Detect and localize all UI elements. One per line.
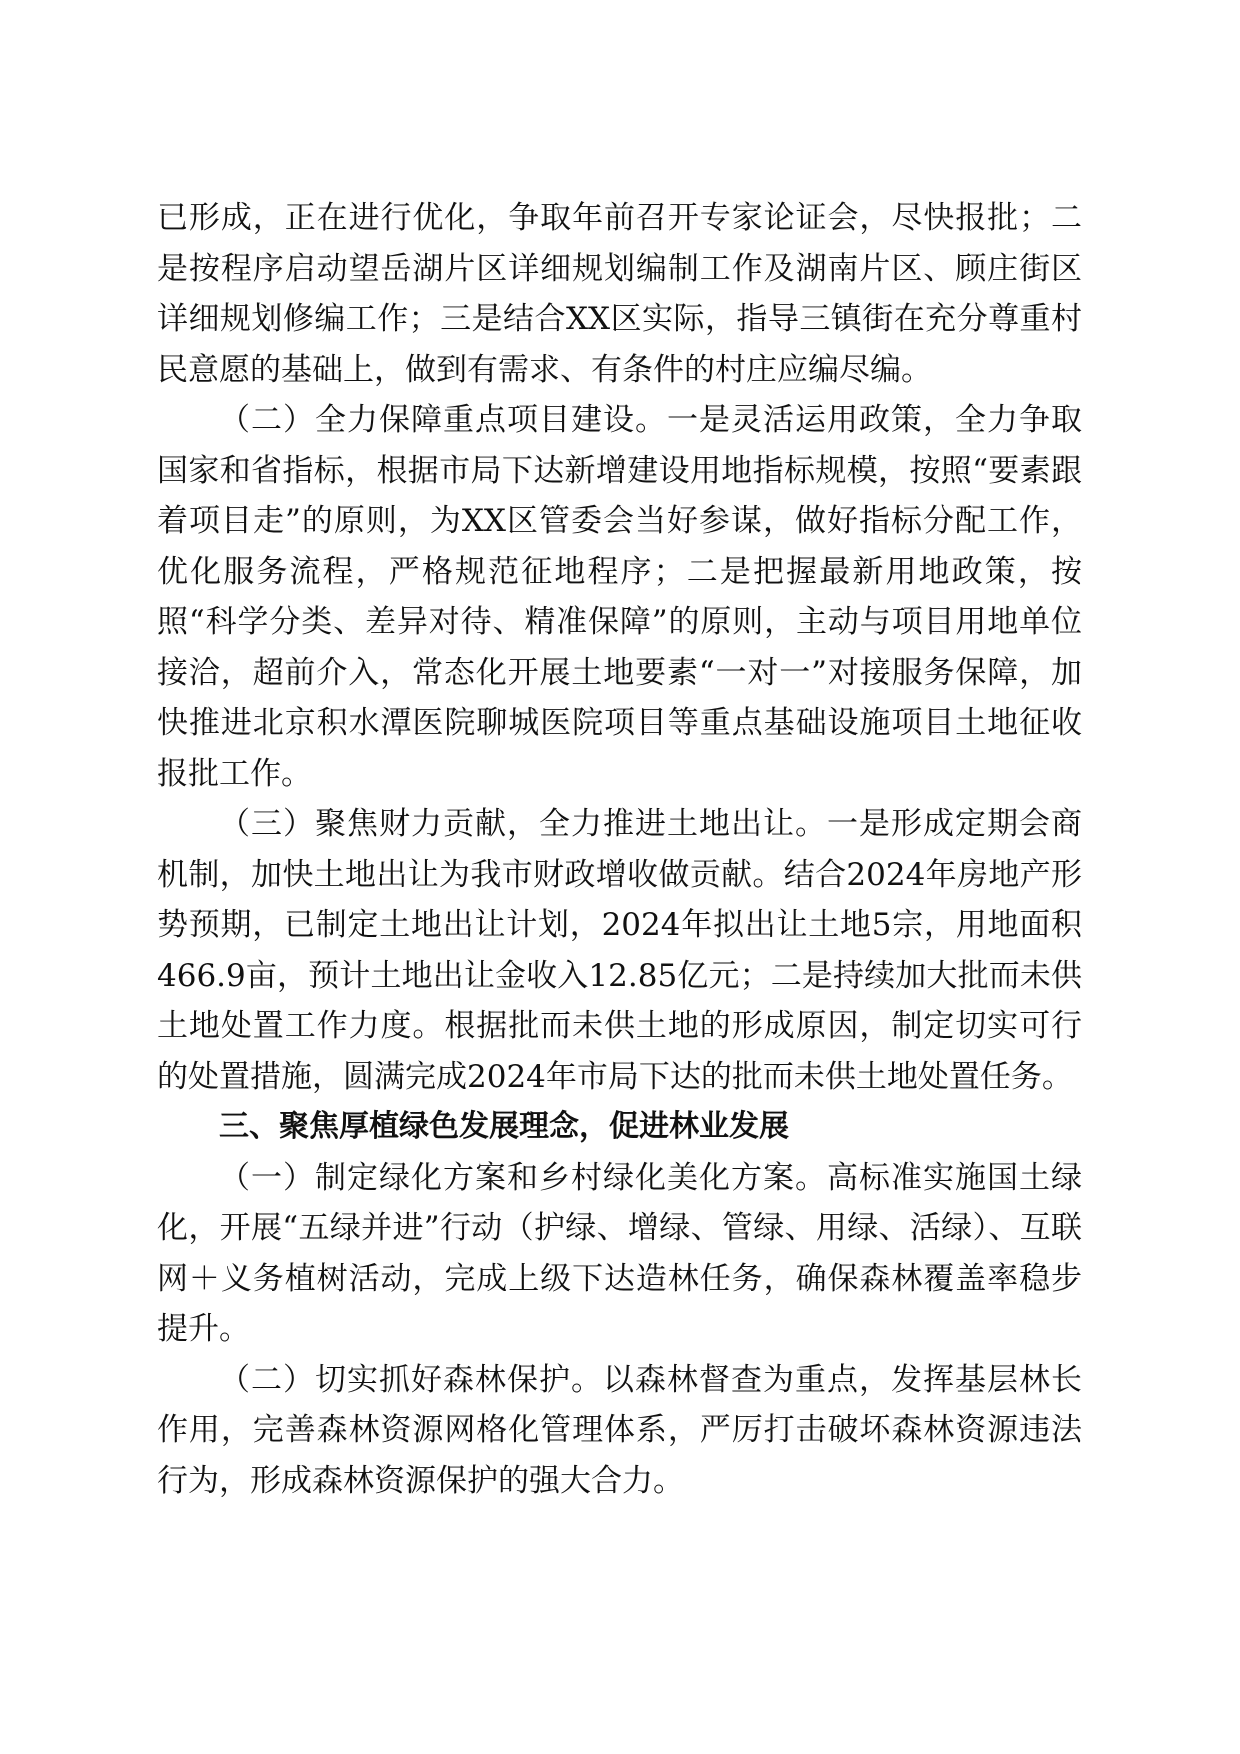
paragraph-lead: （一）制定绿化方案和乡村绿化美化方案。	[219, 1159, 827, 1196]
paragraph-text: 以森林督查为重点，发挥基层林长作用，完善森林资源网格化管理体系，严厉打击破坏森林资源违法行为，形成森林资源保护的强大合力。	[157, 1361, 1082, 1499]
paragraph-continuation	[157, 193, 1082, 395]
paragraph-text: 一是灵活运用政策，全力争取国家和省指标，根据市局下达新增建设用地指标规模，按照“要素跟着项目走”的原则，为XX区管委会当好参谋，做好指标分配工作，优化服务流程，严格规范征地程序；二是把握最新用地政策，按照“科学分类、差异对待、精准保障”的原则，主动与项目用地单位接洽，超前介入，常态化开展土地要素“一对一”对接服务保障，加快推进北京积水潭医院聊城医院项目等重点基础设施项目土地征收报批工作。	[157, 402, 1082, 792]
paragraph-key-projects	[157, 395, 1082, 799]
paragraph-lead: （二）切实抓好森林保护。	[219, 1361, 603, 1398]
paragraph-land-transfer	[157, 799, 1082, 1102]
paragraph-text: 一是形成定期会商机制，加快土地出让为我市财政增收做贡献。结合2024年房地产形势预期，已制定土地出让计划，2024年拟出让土地5宗，用地面积466.9亩，预计土地出让金收入12.85亿元；二是持续加大批而未供土地处置工作力度。根据批而未供土地的形成原因，制定切实可行的处置措施，圆满完成2024年市局下达的批而未供土地处置任务。	[157, 806, 1082, 1095]
paragraph-lead: （二）全力保障重点项目建设。	[219, 402, 667, 438]
paragraph-text: 高标准实施国土绿化，开展“五绿并进”行动（护绿、增绿、管绿、用绿、活绿）、互联网＋义务植树活动，完成上级下达造林任务，确保森林覆盖率稳步提升。	[157, 1159, 1082, 1347]
section-heading: 三、聚焦厚植绿色发展理念，促进林业发展	[219, 1109, 789, 1144]
paragraph-forest-protection	[157, 1355, 1082, 1507]
paragraph-greening-plan	[157, 1153, 1082, 1355]
document-body	[157, 193, 1082, 1506]
paragraph-text: 已形成，正在进行优化，争取年前召开专家论证会，尽快报批；二是按程序启动望岳湖片区详细规划编制工作及湖南片区、顾庄街区详细规划修编工作；三是结合XX区实际，指导三镇街在充分尊重村民意愿的基础上，做到有需求、有条件的村庄应编尽编。	[157, 200, 1082, 388]
paragraph-lead: （三）聚焦财力贡献，全力推进土地出让。	[219, 806, 827, 842]
